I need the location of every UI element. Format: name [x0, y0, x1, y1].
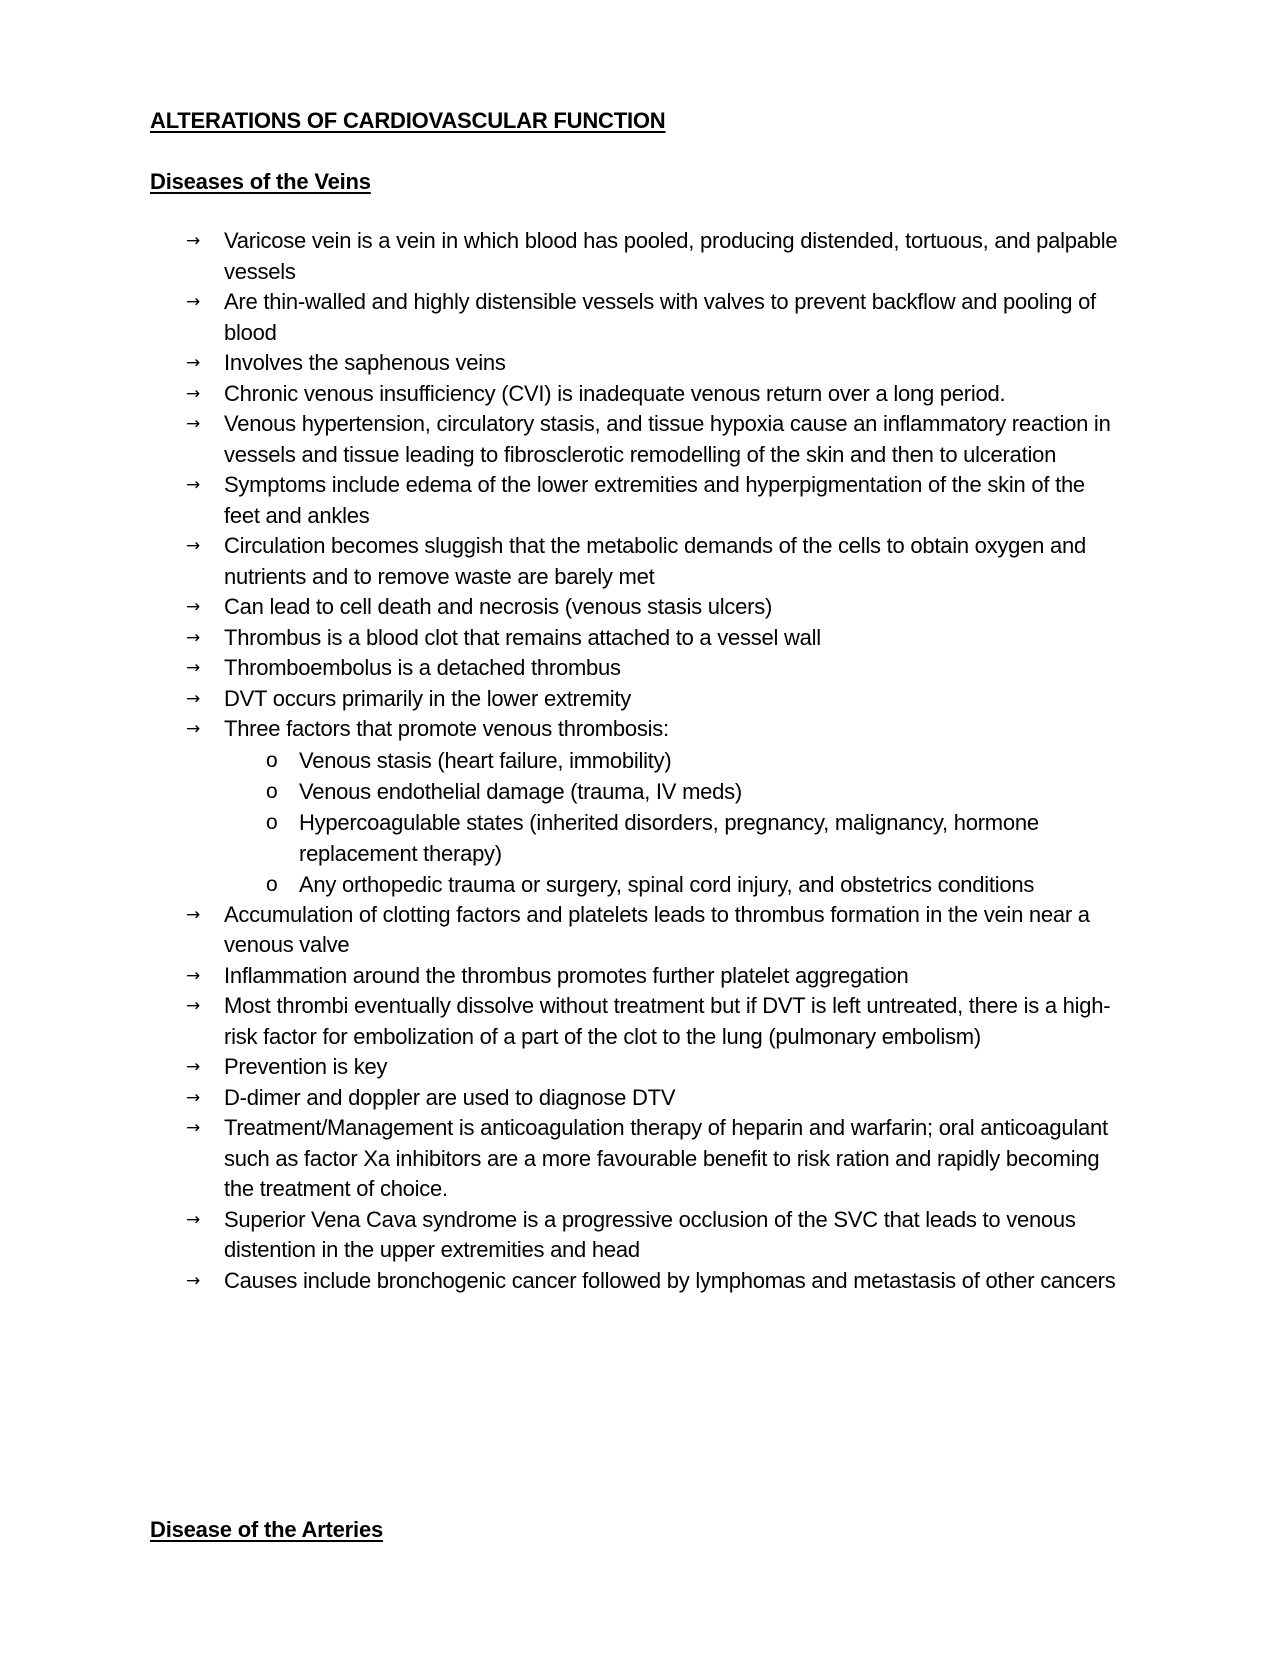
- list-item-text: Circulation becomes sluggish that the metabolic demands of the cells to obtain oxygen and nutrients and to remove waste are barely met: [224, 533, 1086, 589]
- arrow-bullet-icon: →: [186, 688, 200, 709]
- circle-bullet-icon: o: [266, 872, 278, 896]
- arrow-bullet-icon: →: [186, 383, 200, 404]
- list-item: [186, 623, 1126, 654]
- list-item-text: Involves the saphenous veins: [224, 350, 506, 375]
- list-item: [186, 409, 1126, 470]
- arrow-bullet-icon: →: [186, 1270, 200, 1291]
- list-item-text: Treatment/Management is anticoagulation therapy of heparin and warfarin; oral anticoagulant such as factor Xa inhibitors are a more favourable benefit to risk ration and rapidly becoming the treatment of choice.: [224, 1115, 1108, 1201]
- list-item: [186, 991, 1126, 1052]
- list-item: [186, 470, 1126, 531]
- list-item-text: Superior Vena Cava syndrome is a progressive occlusion of the SVC that leads to venous distention in the upper extremities and head: [224, 1206, 1076, 1262]
- sub-list-item: [224, 745, 1126, 776]
- list-item: [186, 1052, 1126, 1083]
- list-item: [186, 592, 1126, 623]
- list-item-text: Three factors that promote venous thrombosis:: [224, 716, 669, 741]
- circle-bullet-icon: o: [266, 810, 278, 834]
- list-item-text: Inflammation around the thrombus promotes further platelet aggregation: [224, 962, 909, 988]
- list-item: [186, 379, 1126, 410]
- list-item: [186, 900, 1126, 961]
- thrombosis-factors-list: [224, 745, 1126, 900]
- list-item-text: Causes include bronchogenic cancer followed by lymphomas and metastasis of other cancers: [224, 1267, 1116, 1293]
- sub-list-item: [224, 776, 1126, 807]
- sub-list-item: [224, 807, 1126, 869]
- list-item: [186, 287, 1126, 348]
- list-item-text: Thromboembolus is a detached thrombus: [224, 655, 621, 680]
- list-item: [186, 1083, 1126, 1114]
- arrow-bullet-icon: →: [186, 965, 200, 986]
- circle-bullet-icon: o: [266, 779, 278, 803]
- arrow-bullet-icon: →: [186, 1118, 200, 1138]
- arrow-bullet-icon: →: [186, 414, 200, 434]
- arrow-bullet-icon: →: [186, 597, 200, 617]
- sub-list-item-text: Hypercoagulable states (inherited disorders, pregnancy, malignancy, hormone replacement therapy): [299, 809, 1039, 866]
- arrow-bullet-icon: →: [186, 904, 200, 925]
- veins-bullet-list: [186, 226, 1126, 1296]
- circle-bullet-icon: o: [266, 748, 278, 772]
- list-item-text: D-dimer and doppler are used to diagnose DTV: [224, 1084, 676, 1110]
- list-item-text: Chronic venous insufficiency (CVI) is inadequate venous return over a long period.: [224, 380, 1006, 406]
- arrow-bullet-icon: →: [186, 1087, 200, 1108]
- sub-list-item-text: Any orthopedic trauma or surgery, spinal cord injury, and obstetrics conditions: [299, 871, 1035, 897]
- list-item: [186, 714, 1126, 900]
- sub-list-item-text: Venous stasis (heart failure, immobility): [299, 747, 672, 773]
- arrow-bullet-icon: →: [186, 536, 200, 556]
- arrow-bullet-icon: →: [186, 719, 200, 739]
- section-heading-veins: Diseases of the Veins: [150, 169, 371, 194]
- list-item: [186, 961, 1126, 992]
- list-item-text: Accumulation of clotting factors and platelets leads to thrombus formation in the vein near a venous valve: [224, 901, 1090, 957]
- list-item: [186, 226, 1126, 287]
- arrow-bullet-icon: →: [186, 1057, 200, 1077]
- section-heading-arteries: Disease of the Arteries: [150, 1517, 384, 1542]
- list-item-text: Thrombus is a blood clot that remains attached to a vessel wall: [224, 624, 821, 650]
- document-title: ALTERATIONS OF CARDIOVASCULAR FUNCTION: [150, 108, 666, 133]
- list-item-text: Are thin-walled and highly distensible vessels with valves to prevent backflow and pooling of blood: [224, 289, 1096, 345]
- arrow-bullet-icon: →: [186, 231, 200, 251]
- list-item: [186, 348, 1126, 379]
- list-item-text: Prevention is key: [224, 1054, 388, 1079]
- list-item: [186, 1205, 1126, 1266]
- arrow-bullet-icon: →: [186, 292, 200, 312]
- arrow-bullet-icon: →: [186, 658, 200, 678]
- list-item-text: Most thrombi eventually dissolve without treatment but if DVT is left untreated, there is a high-risk factor for embolization of a part of the clot to the lung (pulmonary embolism): [224, 993, 1111, 1049]
- list-item-text: Varicose vein is a vein in which blood has pooled, producing distended, tortuous, and palpable vessels: [224, 228, 1118, 284]
- sub-list-item: [224, 869, 1126, 900]
- arrow-bullet-icon: →: [186, 475, 200, 495]
- arrow-bullet-icon: →: [186, 353, 200, 373]
- list-item-text: Symptoms include edema of the lower extremities and hyperpigmentation of the skin of the feet and ankles: [224, 472, 1085, 528]
- list-item: [186, 1266, 1126, 1297]
- list-item: [186, 1113, 1126, 1205]
- list-item-text: Can lead to cell death and necrosis (venous stasis ulcers): [224, 594, 773, 619]
- arrow-bullet-icon: →: [186, 996, 200, 1016]
- list-item: [186, 684, 1126, 715]
- arrow-bullet-icon: →: [186, 1209, 200, 1230]
- sub-list-item-text: Venous endothelial damage (trauma, IV meds): [299, 778, 742, 804]
- arrow-bullet-icon: →: [186, 627, 200, 648]
- list-item: [186, 653, 1126, 684]
- list-item: [186, 531, 1126, 592]
- list-item-text: Venous hypertension, circulatory stasis, and tissue hypoxia cause an inflammatory reaction in vessels and tissue leading to fibrosclerotic remodelling of the skin and then to ulceration: [224, 411, 1111, 467]
- list-item-text: DVT occurs primarily in the lower extremity: [224, 685, 631, 711]
